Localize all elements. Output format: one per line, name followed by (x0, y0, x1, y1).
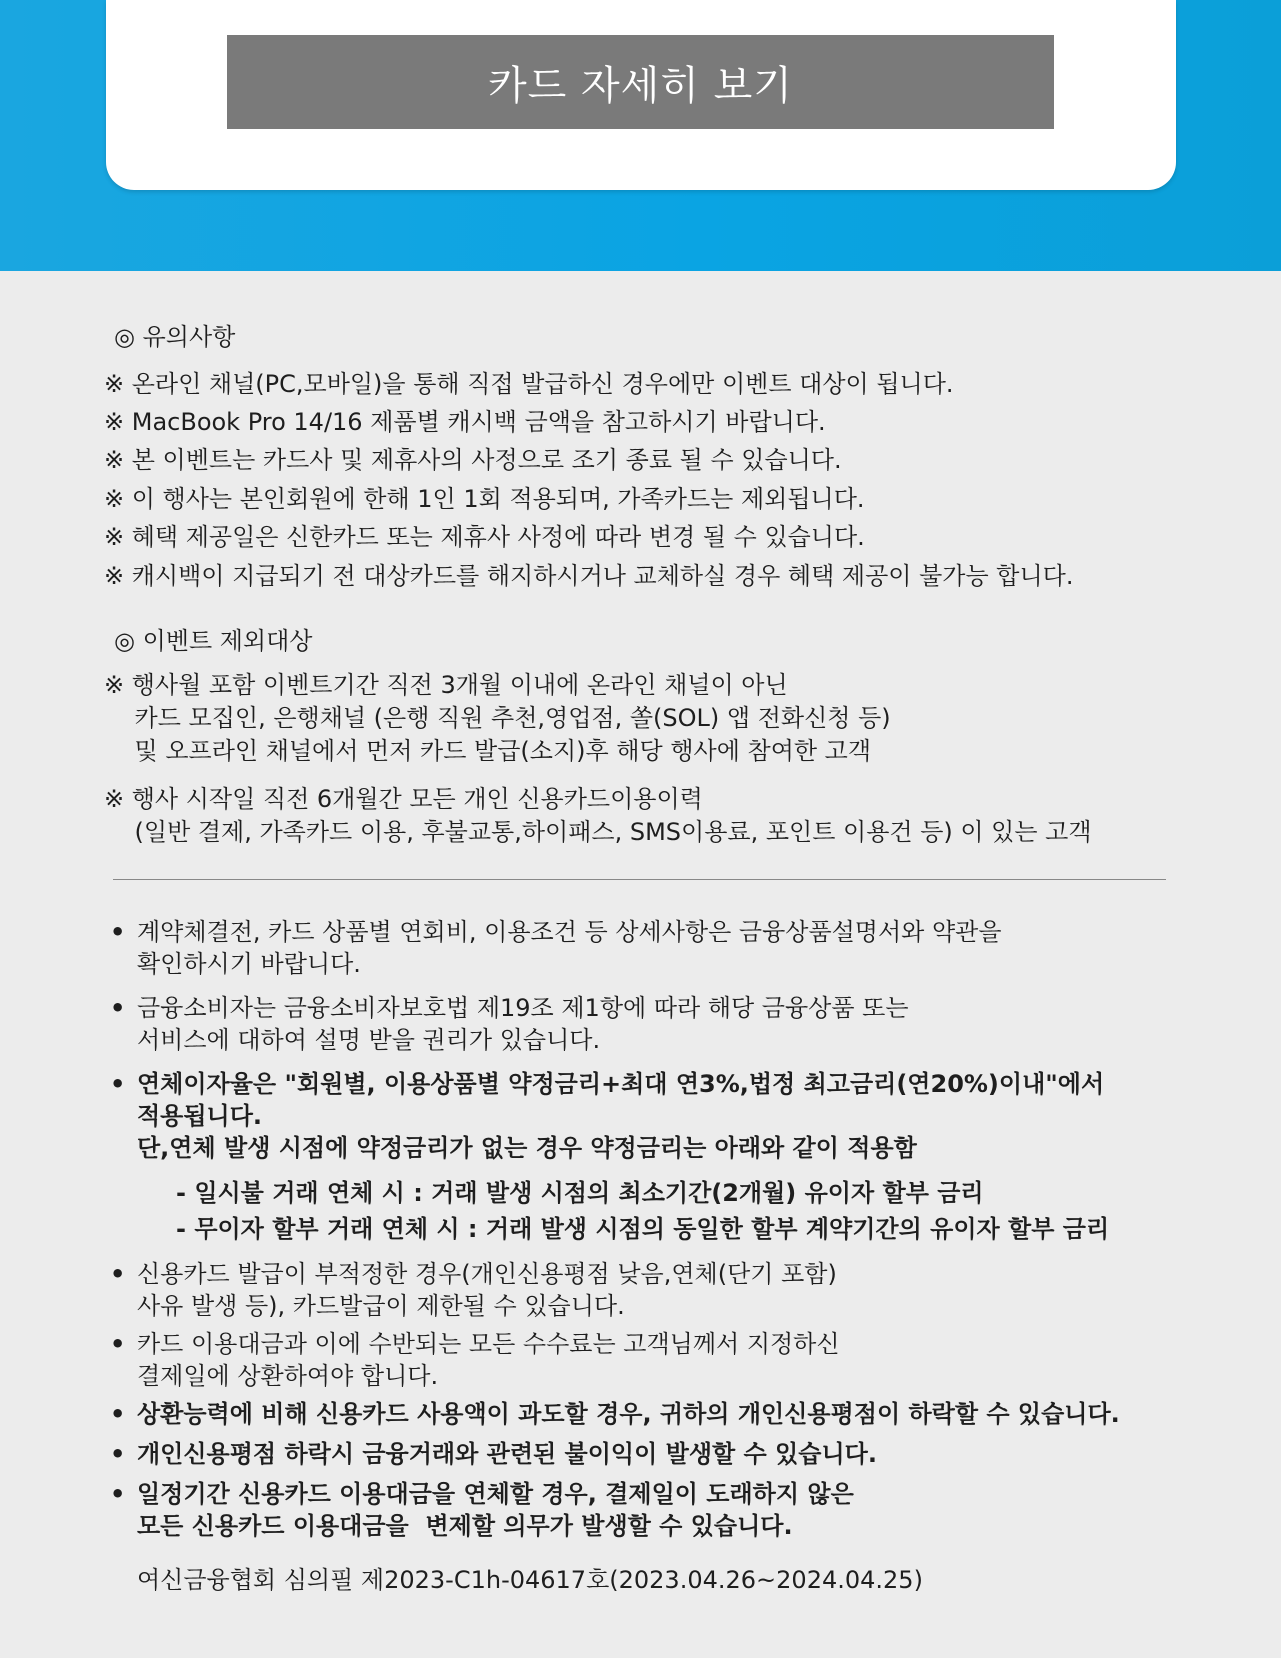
caution-item: ※ 온라인 채널(PC,모바일)을 통해 직접 발급하신 경우에만 이벤트 대상이 됩니다. (104, 370, 954, 398)
notice-item: • 상환능력에 비해 신용카드 사용액이 과도할 경우, 귀하의 개인신용평점이 하락할 수 있습니다. (108, 1398, 1120, 1430)
notice-item: • 개인신용평점 하락시 금융거래와 관련된 불이익이 발생할 수 있습니다. (108, 1438, 877, 1470)
card-panel (106, 0, 1176, 190)
notice-item: • 금융소비자는 금융소비자보호법 제19조 제1항에 따라 해당 금융상품 또는 서비스에 대하여 설명 받을 권리가 있습니다. (108, 992, 909, 1056)
exclusion-title: ◎ 이벤트 제외대상 (114, 627, 313, 655)
caution-item: ※ 이 행사는 본인회원에 한해 1인 1회 적용되며, 가족카드는 제외됩니다. (104, 485, 865, 513)
caution-item: ※ 혜택 제공일은 신한카드 또는 제휴사 사정에 따라 변경 될 수 있습니다. (104, 523, 865, 551)
caution-title: ◎ 유의사항 (114, 323, 236, 351)
notice-item: • 계약체결전, 카드 상품별 연회비, 이용조건 등 상세사항은 금융상품설명서와 약관을 확인하시기 바랍니다. (108, 916, 1002, 980)
caution-item: ※ MacBook Pro 14/16 제품별 캐시백 금액을 참고하시기 바랍니다. (104, 408, 826, 436)
exclusion-item: ※ 행사 시작일 직전 6개월간 모든 개인 신용카드이용이력 (일반 결제, 가족카드 이용, 후불교통,하이패스, SMS이용료, 포인트 이용건 등) 이 있는 고객 (104, 785, 1092, 846)
caution-item: ※ 본 이벤트는 카드사 및 제휴사의 사정으로 조기 종료 될 수 있습니다. (104, 446, 842, 474)
exclusion-item: ※ 행사월 포함 이벤트기간 직전 3개월 이내에 온라인 채널이 아닌 카드 모집인, 은행채널 (은행 직원 추천,영업점, 쏠(SOL) 앱 전화신청 등) 및 오프라인 채널에서 먼저 카드 발급(소지)후 해당 행사에 참여한 고객 (104, 671, 891, 765)
notice-item: • 일정기간 신용카드 이용대금을 연체할 경우, 결제일이 도래하지 않은 모든 신용카드 이용대금을 변제할 의무가 발생할 수 있습니다. (108, 1478, 854, 1542)
notice-sub-item: - 무이자 할부 거래 연체 시 : 거래 발생 시점의 동일한 할부 계약기간의 유이자 할부 금리 (176, 1215, 1110, 1243)
card-detail-button[interactable]: 카드 자세히 보기 (227, 35, 1054, 129)
caution-item: ※ 캐시백이 지급되기 전 대상카드를 해지하시거나 교체하실 경우 혜택 제공이 불가능 합니다. (104, 562, 1074, 590)
divider (113, 879, 1166, 880)
notice-item: • 연체이자율은 "회원별, 이용상품별 약정금리+최대 연3%,법정 최고금리(연20%)이내"에서 적용됩니다. 단,연체 발생 시점에 약정금리가 없는 경우 약정금리는 아래와 같이 적용함 (108, 1068, 1104, 1164)
approval-number: 여신금융협회 심의필 제2023-C1h-04617호(2023.04.26~2024.04.25) (137, 1566, 923, 1594)
notice-sub-item: - 일시불 거래 연체 시 : 거래 발생 시점의 최소기간(2개월) 유이자 할부 금리 (176, 1179, 984, 1207)
notice-item: • 신용카드 발급이 부적정한 경우(개인신용평점 낮음,연체(단기 포함) 사유 발생 등), 카드발급이 제한될 수 있습니다. (108, 1258, 837, 1322)
notice-item: • 카드 이용대금과 이에 수반되는 모든 수수료는 고객님께서 지정하신 결제일에 상환하여야 합니다. (108, 1328, 840, 1392)
